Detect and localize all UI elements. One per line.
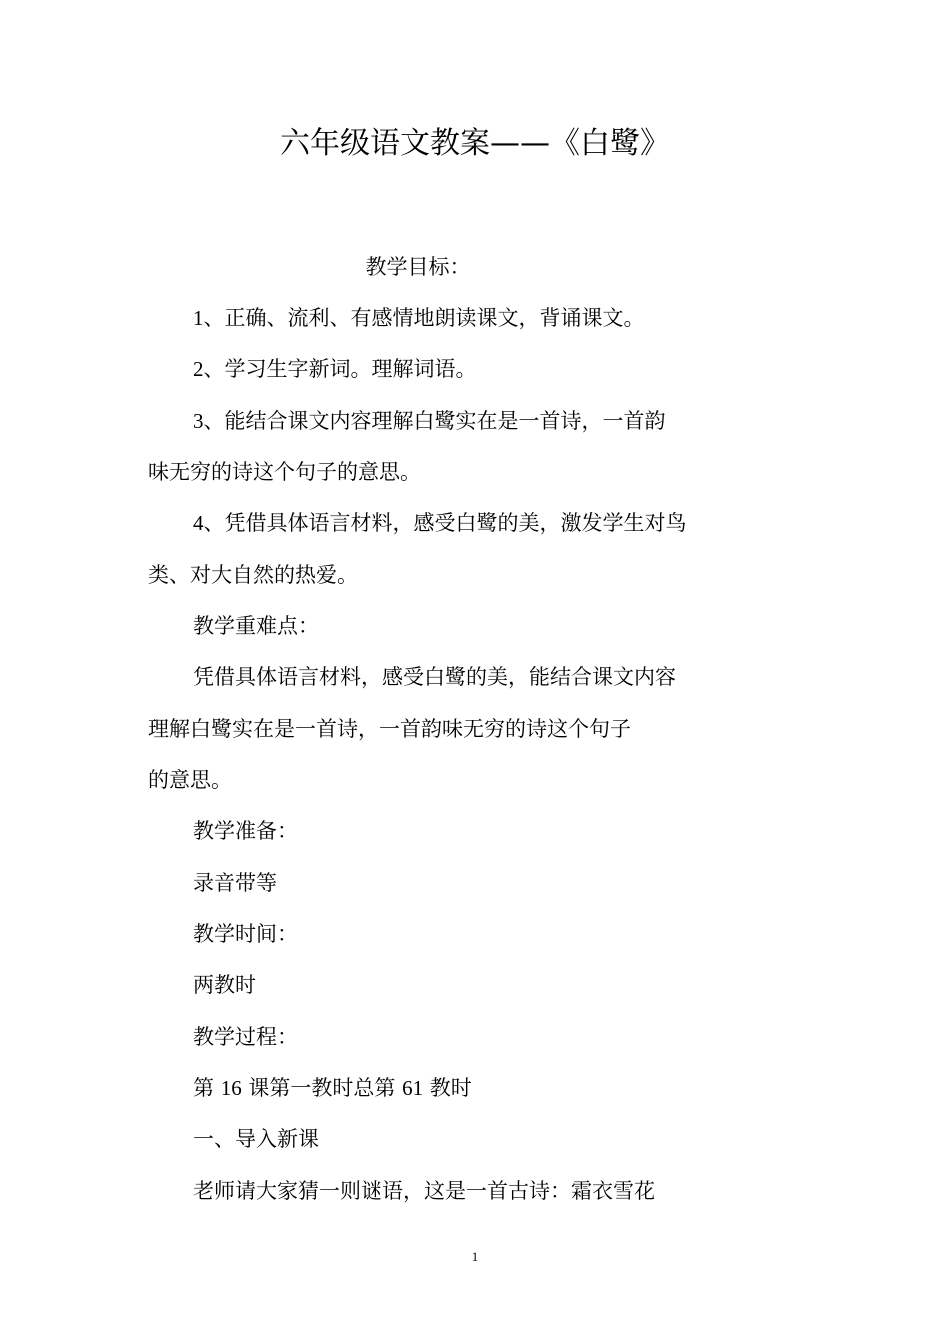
key-points-heading: 教学重难点：: [193, 614, 319, 638]
objective-item-2: [193, 354, 477, 384]
preparation-text: 录音带等: [193, 871, 277, 895]
objective-item-4: [193, 508, 687, 538]
objective-3-number: 3: [193, 409, 204, 433]
objective-4-text-line-2: 类、对大自然的热爱。: [148, 563, 358, 587]
objective-4-text-line-1: 、凭借具体语言材料，感受白鹭的美，激发学生对鸟: [203, 511, 687, 535]
objective-2-number: 2: [193, 357, 204, 381]
lesson-middle: 课第一教时总第: [248, 1076, 396, 1100]
objective-3-text-line-2: 味无穷的诗这个句子的意思。: [148, 460, 421, 484]
time-heading: 教学时间：: [193, 922, 298, 946]
section-1-heading: 一、导入新课: [193, 1127, 319, 1151]
section-1-text: 老师请大家猜一则谜语，这是一首古诗：霜衣雪花: [193, 1179, 655, 1203]
lesson-prefix: 第: [193, 1076, 214, 1100]
key-points-line-1: 凭借具体语言材料，感受白鹭的美，能结合课文内容: [193, 665, 676, 689]
document-title: 六年级语文教案——《白鹭》: [280, 126, 670, 161]
objective-item-3: [193, 406, 666, 436]
lesson-info: [193, 1073, 472, 1103]
lesson-suffix: 教时: [429, 1076, 472, 1100]
lesson-total: 61: [402, 1076, 424, 1100]
process-heading: 教学过程：: [193, 1025, 298, 1049]
objectives-heading: 教学目标：: [365, 255, 471, 279]
key-points-line-2: 理解白鹭实在是一首诗，一首韵味无穷的诗这个句子: [148, 717, 631, 741]
time-text: 两教时: [193, 973, 256, 997]
key-points-line-3: 的意思。: [148, 768, 232, 792]
objective-2-text: 、学习生字新词。理解词语。: [203, 357, 477, 381]
lesson-number: 16: [220, 1076, 242, 1100]
objective-1-number: 1: [193, 306, 204, 330]
page-number: 1: [471, 1249, 479, 1264]
objective-1-text: 、正确、流利、有感情地朗读课文，背诵课文。: [203, 306, 645, 330]
objective-item-1: [193, 303, 645, 333]
objective-3-text-line-1: 、能结合课文内容理解白鹭实在是一首诗，一首韵: [203, 409, 666, 433]
preparation-heading: 教学准备：: [193, 819, 298, 843]
objective-4-number: 4: [193, 511, 204, 535]
